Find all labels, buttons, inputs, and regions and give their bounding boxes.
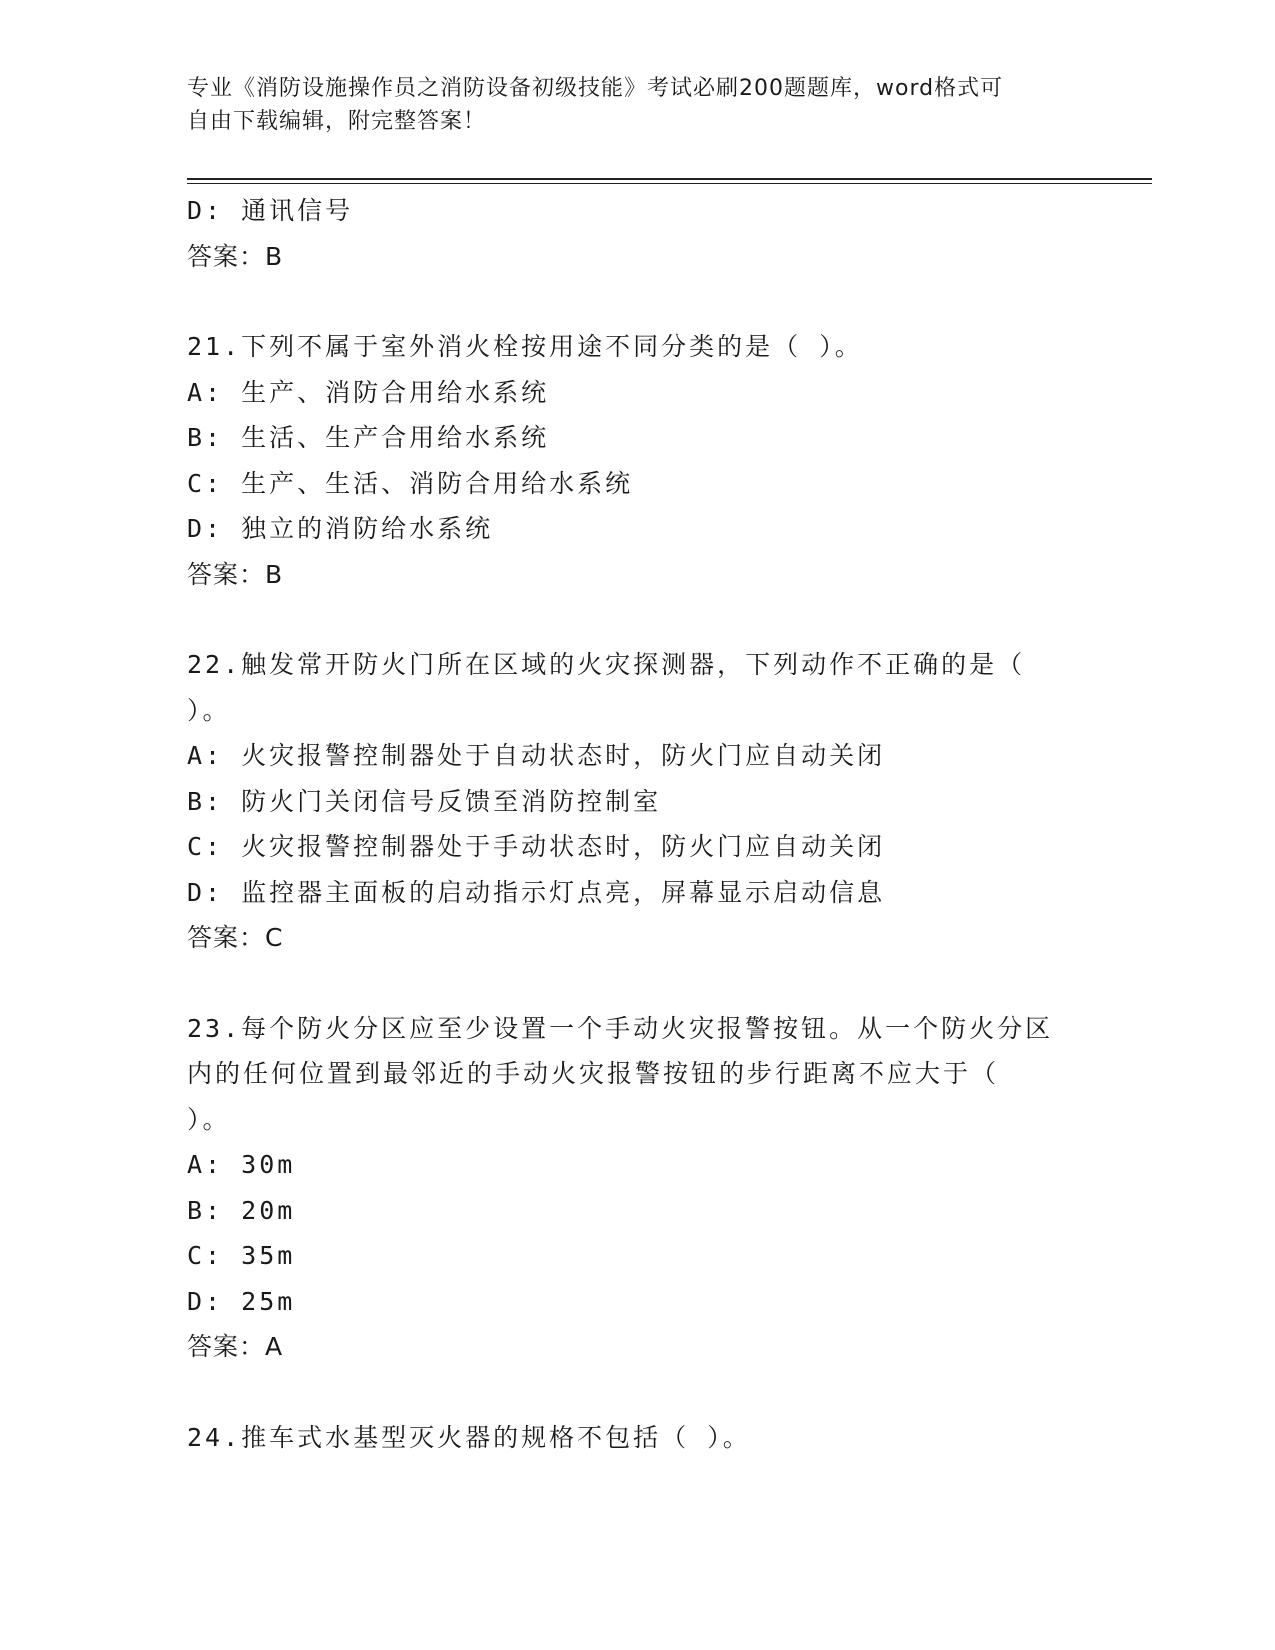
question-22: [187, 642, 1087, 961]
option-c: C: 火灾报警控制器处于手动状态时，防火门应自动关闭: [187, 832, 886, 861]
option-a: A: 火灾报警控制器处于自动状态时，防火门应自动关闭: [187, 741, 886, 770]
answer-value: B: [265, 241, 284, 271]
answer-line: 答案：C: [187, 923, 284, 952]
question-stem-cont: 内的任何位置到最邻近的手动火灾报警按钮的步行距离不应大于（: [187, 1059, 1000, 1088]
answer-value: A: [265, 1332, 284, 1361]
question-stem-cont: ）。: [187, 695, 231, 725]
question-list: [187, 188, 1087, 1460]
question-24: [187, 1415, 1087, 1461]
question-stem: 22.触发常开防火门所在区域的火灾探测器，下列动作不正确的是（: [187, 650, 1026, 679]
header-line-2: 自由下载编辑，附完整答案！: [187, 109, 487, 134]
answer-line: 答案：A: [187, 1332, 284, 1361]
header-line-1: 专业《消防设施操作员之消防设备初级技能》考试必刷200题题库，word格式可: [187, 76, 1004, 101]
option-c: C: 35m: [187, 1241, 296, 1270]
option-a: A: 30m: [187, 1150, 296, 1179]
question-stem: 23.每个防火分区应至少设置一个手动火灾报警按钮。从一个防火分区: [187, 1013, 1054, 1043]
header-rule-thin: [187, 183, 1152, 184]
option-b: B: 20m: [187, 1195, 296, 1225]
option-d: D: 通讯信号: [187, 196, 354, 225]
option-d: D: 独立的消防给水系统: [187, 514, 494, 543]
question-stem-cont: ）。: [187, 1104, 231, 1134]
option-a: A: 生产、消防合用给水系统: [187, 377, 550, 407]
answer-value: B: [265, 559, 284, 589]
answer-line: 答案：B: [187, 559, 284, 589]
option-d: D: 25m: [187, 1286, 296, 1316]
question-stem: 24.推车式水基型灭火器的规格不包括（ ）。: [187, 1422, 751, 1452]
question-stem: 21.下列不属于室外消火栓按用途不同分类的是（ ）。: [187, 332, 863, 361]
answer-line: 答案：B: [187, 241, 284, 271]
question-23: [187, 1006, 1087, 1370]
header-rule-thick: [187, 178, 1152, 180]
option-b: B: 生活、生产合用给水系统: [187, 423, 550, 452]
question-21: [187, 324, 1087, 597]
option-d: D: 监控器主面板的启动指示灯点亮，屏幕显示启动信息: [187, 877, 886, 907]
answer-value: C: [265, 923, 284, 952]
option-c: C: 生产、生活、消防合用给水系统: [187, 468, 634, 498]
option-b: B: 防火门关闭信号反馈至消防控制室: [187, 786, 662, 816]
document-header: [187, 72, 1087, 138]
